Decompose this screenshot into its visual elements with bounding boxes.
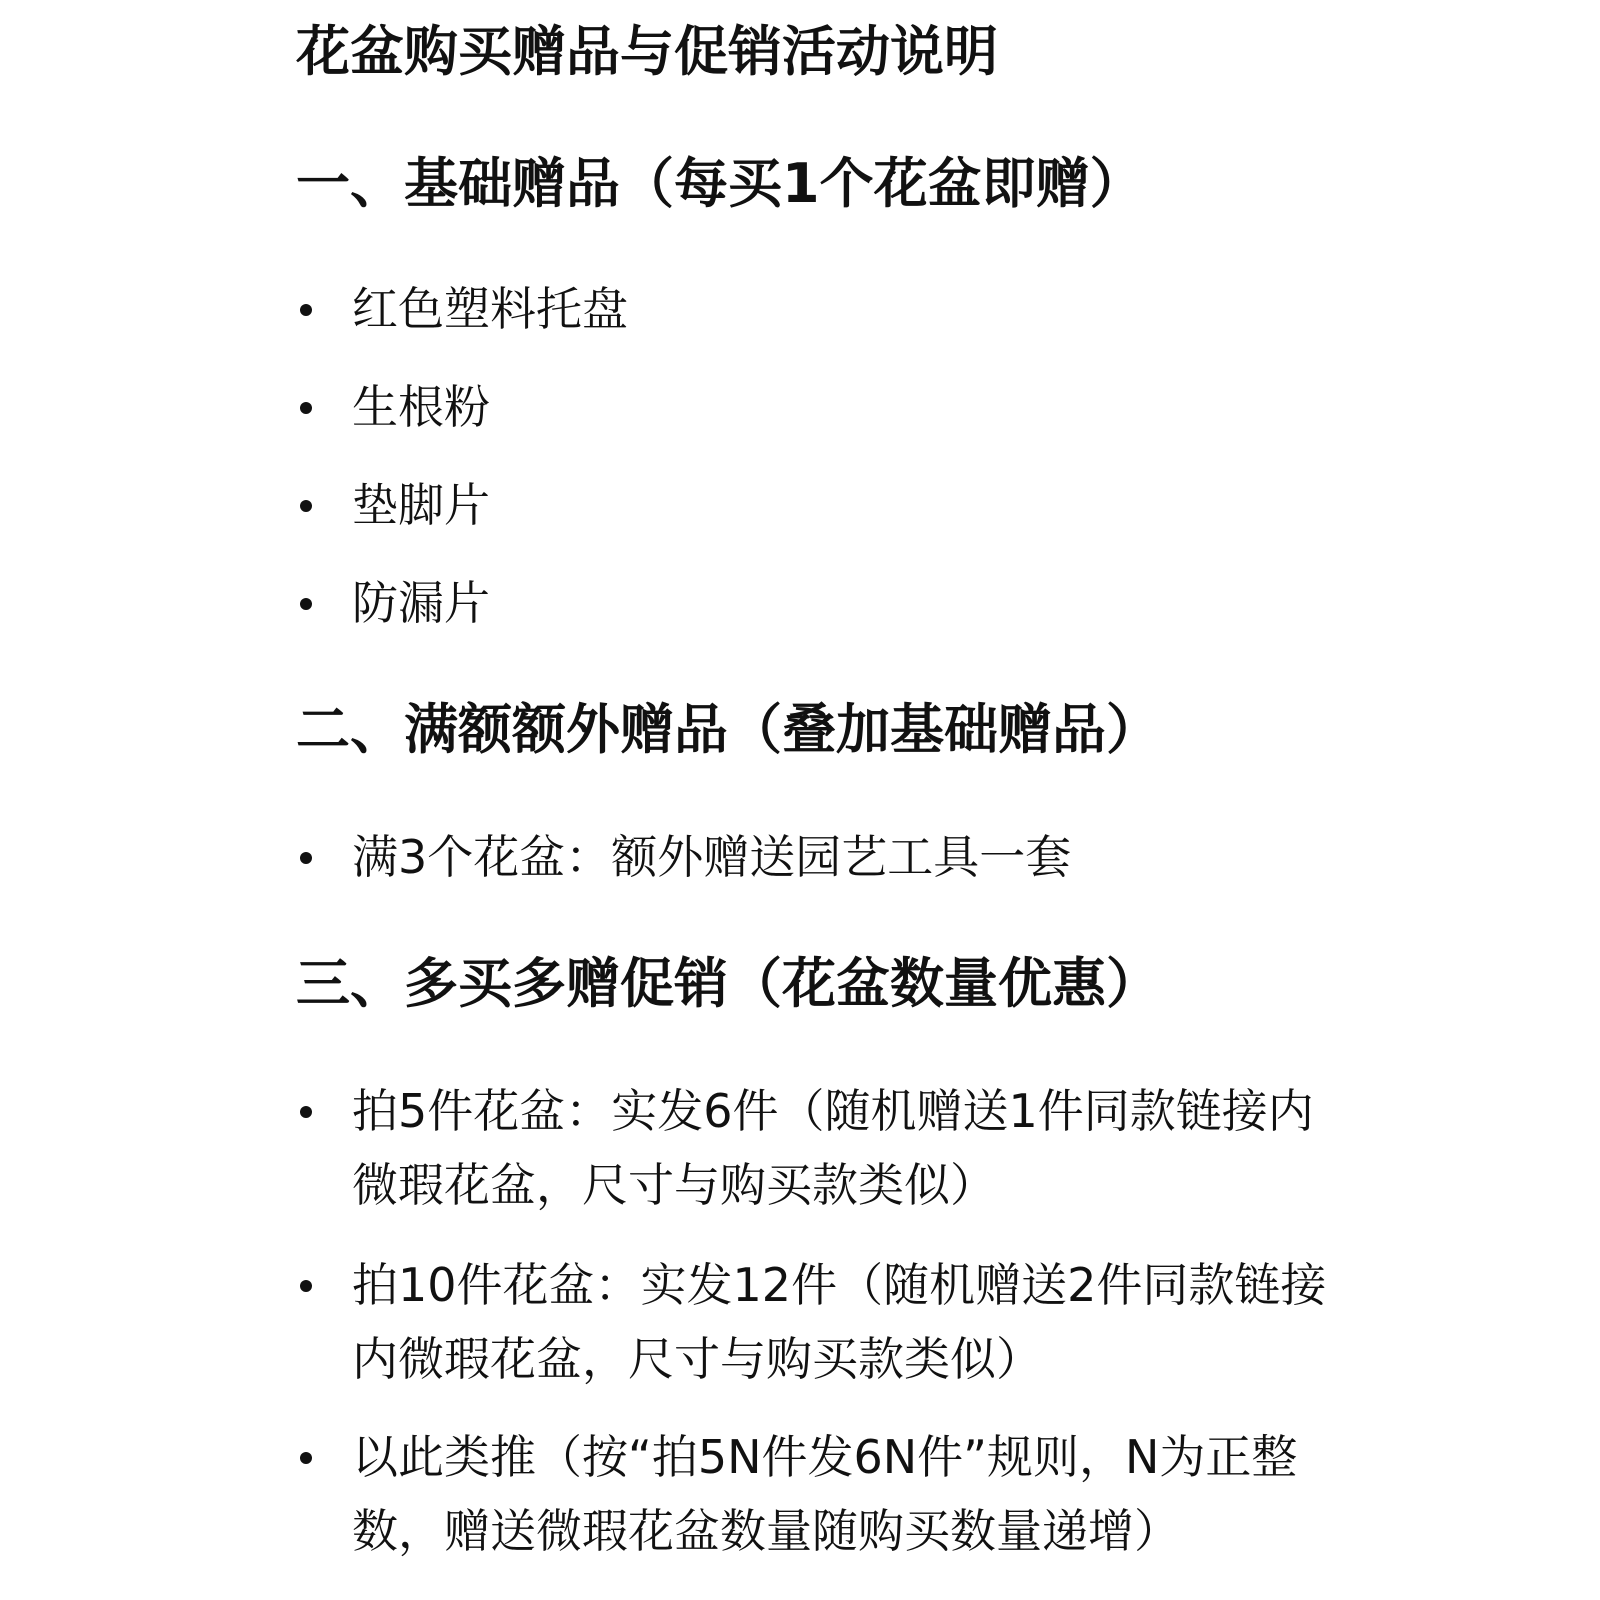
bullet-icon	[296, 818, 318, 898]
list-item: 满3个花盆：额外赠送园艺工具一套	[352, 830, 1072, 884]
bullet-icon	[296, 1418, 318, 1498]
section-heading-threshold-gifts: 二、满额额外赠品（叠加基础赠品）	[296, 698, 1160, 761]
list-item: 生根粉	[352, 380, 490, 434]
bullet-icon	[296, 270, 318, 350]
document-title: 花盆购买赠品与促销活动说明	[296, 20, 998, 83]
list-item: 防漏片	[352, 576, 490, 630]
list-item: 拍5件花盆：实发6件（随机赠送1件同款链接内微瑕花盆，尺寸与购买款类似）	[352, 1084, 1314, 1212]
list-item: 红色塑料托盘	[352, 282, 628, 336]
list-item: 以此类推（按“拍5N件发6N件”规则，N为正整数，赠送微瑕花盆数量随购买数量递增）	[352, 1430, 1298, 1558]
section-heading-bulk-promotion: 三、多买多赠促销（花盆数量优惠）	[296, 952, 1160, 1015]
bullet-icon	[296, 1072, 318, 1152]
list-item: 垫脚片	[352, 478, 490, 532]
bullet-icon	[296, 368, 318, 448]
section-heading-basic-gifts: 一、基础赠品（每买1个花盆即赠）	[296, 152, 1144, 215]
bullet-icon	[296, 466, 318, 546]
list-item: 拍10件花盆：实发12件（随机赠送2件同款链接内微瑕花盆，尺寸与购买款类似）	[352, 1258, 1327, 1386]
bullet-icon	[296, 564, 318, 644]
bullet-icon	[296, 1246, 318, 1326]
